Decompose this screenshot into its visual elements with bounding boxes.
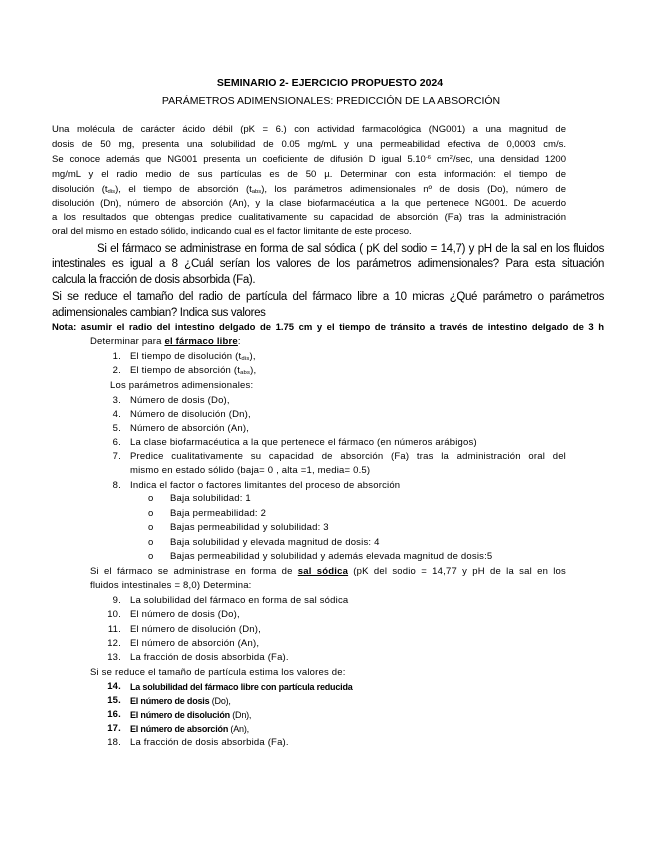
text-segment: Se conoce además que NG001 presenta un coeficiente de difusión D igual 5.10: [52, 154, 426, 165]
option-text: Bajas permeabilidad y solubilidad y además elevada magnitud de dosis:5: [170, 551, 493, 562]
params-label: [110, 380, 566, 392]
text-segment: Determinar para: [90, 336, 165, 347]
text-segment: /sec, una densidad 1200: [452, 154, 566, 165]
item-2: [130, 365, 566, 377]
option-text: Baja permeabilidad: 2: [170, 508, 267, 519]
statement-line-5: [52, 184, 566, 196]
item-12: [130, 638, 566, 650]
intro-text: fluidos intestinales = 8,0) Determina:: [90, 580, 252, 591]
text-segment: :: [237, 336, 241, 347]
item-5: [130, 423, 566, 435]
item-number: 14.: [107, 681, 121, 692]
item-text: Número de disolución (Dn),: [130, 409, 251, 420]
item-text: La fracción de dosis absorbida (Fa).: [130, 652, 289, 663]
emphasis-underlined: el fármaco libre: [164, 336, 238, 347]
option-text: Baja solubilidad: 1: [170, 493, 251, 504]
question-text: intestinales es igual a 8 ¿Cuál serían los valores de los parámetros adimensionales? Para esta situación: [52, 258, 604, 270]
free-drug-intro: [90, 336, 566, 348]
bullet-icon: o: [148, 508, 154, 519]
question-text: calcula la fracción de dosis absorbida (Fa).: [52, 274, 256, 286]
bullet-icon: o: [148, 551, 154, 562]
emphasis-underlined: sal sódica: [297, 566, 349, 577]
statement-text: [52, 154, 566, 166]
item-18: [130, 737, 566, 749]
item-text: La clase biofarmacéutica a la que pertenece el fármaco (en números arábigos): [130, 437, 477, 448]
subscript: abs: [240, 370, 251, 377]
item-9: [130, 595, 566, 607]
item-number: 3.: [112, 395, 121, 406]
salt-question-line-1: [97, 242, 604, 257]
item-text: mismo en estado sólido (baja= 0 , alta =1, media= 0.5): [130, 465, 371, 476]
item-17: [130, 723, 566, 735]
item-text: Número de absorción (An),: [130, 423, 250, 434]
item-text: El número de disolución (Dn),: [130, 624, 261, 635]
subscript: dis: [241, 356, 250, 363]
item-11: [130, 624, 566, 636]
text-segment: ),: [250, 365, 257, 376]
note-text: Nota: asumir el radio del intestino delgado de 1.75 cm y el tiempo de tránsito a través de intestino delgado de 3 h: [52, 322, 604, 333]
item-number: 8.: [112, 480, 121, 491]
limiting-factor-option: [170, 508, 566, 520]
statement-text: mg/mL y el radio medio de sus partículas es de 50 µ. Determinar con esta información: el tiempo de: [52, 169, 566, 180]
limiting-factor-option: [170, 537, 566, 549]
item-text: La solubilidad del fármaco en forma de sal sódica: [130, 595, 349, 606]
item-text: La solubilidad del fármaco libre con partícula reducida: [130, 682, 353, 692]
statement-text: disolución (Dn), número de absorción (An), y la clase biofarmacéutica a la que pertenece NG001. De acuerdo: [52, 198, 566, 209]
page-subtitle-text: PARÁMETROS ADIMENSIONALES: PREDICCIÓN DE LA ABSORCIÓN: [161, 95, 501, 107]
text-segment: El tiempo de absorción (t: [130, 365, 241, 376]
sodium-salt-intro-continued: [90, 580, 566, 592]
statement-text: [52, 184, 566, 196]
item-number: 5.: [112, 423, 121, 434]
item-7: [130, 451, 566, 463]
item-text: [130, 709, 251, 721]
item-text: [130, 365, 256, 377]
text-segment: (An),: [228, 724, 249, 734]
statement-line-2: [52, 139, 566, 151]
bullet-icon: o: [148, 522, 154, 533]
item-number: 4.: [112, 409, 121, 420]
question-text: Si el fármaco se administrase en forma de sal sódica ( pK del sodio = 14,7) y pH de la sal en los fluidos: [97, 243, 604, 255]
item-10: [130, 609, 566, 621]
statement-line-8: [52, 226, 566, 238]
item-text: Predice cualitativamente su capacidad de absorción (Fa) tras la administración oral del: [130, 451, 566, 462]
statement-line-6: [52, 198, 566, 210]
limiting-factor-option: [170, 522, 566, 534]
intro-text: [90, 566, 566, 578]
item-number: 17.: [107, 723, 121, 734]
statement-text: oral del mismo en estado sólido, indicando cual es el factor limitante de este proceso.: [52, 226, 412, 237]
text-segment: ),: [249, 351, 256, 362]
text-segment: disolución (t: [52, 184, 108, 195]
sodium-salt-intro: [90, 566, 566, 578]
text-segment: (Do),: [209, 696, 231, 706]
item-number: 9.: [112, 595, 121, 606]
particle-question-line-1: [52, 290, 604, 305]
item-7-continued: [130, 465, 566, 477]
item-number: 13.: [107, 652, 121, 663]
item-text: [130, 351, 256, 363]
item-3: [130, 395, 566, 407]
item-number: 15.: [107, 695, 121, 706]
text-segment-bold: El número de dosis: [130, 696, 210, 706]
page-subtitle: [160, 94, 502, 108]
text-segment-bold: El número de absorción: [130, 724, 229, 734]
item-number: 12.: [107, 638, 121, 649]
item-text: [130, 695, 231, 707]
page-title-text: SEMINARIO 2- EJERCICIO PROPUESTO 2024: [216, 77, 444, 89]
item-number: 10.: [107, 609, 121, 620]
item-text: La fracción de dosis absorbida (Fa).: [130, 737, 289, 748]
option-text: Bajas permeabilidad y solubilidad: 3: [170, 522, 329, 533]
item-number: 16.: [107, 709, 121, 720]
option-text: Baja solubilidad y elevada magnitud de dosis: 4: [170, 537, 380, 548]
item-number: 18.: [107, 737, 121, 748]
statement-text: Una molécula de carácter ácido débil (pK = 6.) con actividad farmacológica (NG001) a una magnitud de: [52, 124, 566, 135]
note: [52, 322, 604, 334]
item-number: 2.: [112, 365, 121, 376]
statement-line-4: [52, 169, 566, 181]
text-segment: El tiempo de disolución (t: [130, 351, 242, 362]
item-text: Indica el factor o factores limitantes del proceso de absorción: [130, 480, 401, 491]
subscript: dis: [107, 189, 116, 196]
item-6: [130, 437, 566, 449]
item-13: [130, 652, 566, 664]
question-text: adimensionales cambian? Indica sus valores: [52, 307, 266, 319]
text-segment: (pK del sodio = 14,77 y pH de la sal en los: [348, 566, 566, 577]
item-text: El número de absorción (An),: [130, 638, 260, 649]
text-segment: (Dn),: [229, 710, 252, 720]
item-14: [130, 681, 364, 693]
intro-text: Si se reduce el tamaño de partícula estima los valores de:: [90, 667, 346, 678]
text-segment-bold: El número de disolución: [130, 710, 230, 720]
item-text: [130, 723, 249, 735]
salt-question-line-2: [52, 257, 604, 272]
item-8: [130, 480, 566, 492]
text-segment: Si el fármaco se administrase en forma de: [90, 566, 298, 577]
salt-question-line-3: [52, 273, 604, 288]
item-4: [130, 409, 566, 421]
item-16: [130, 709, 566, 721]
text-segment: ), los parámetros adimensionales nº de dosis (Do), número de: [261, 184, 566, 195]
statement-line-7: [52, 212, 566, 224]
statement-line-3: [52, 154, 566, 166]
bullet-icon: o: [148, 537, 154, 548]
item-1: [130, 351, 566, 363]
reduced-particle-intro: [90, 667, 566, 679]
statement-text: dosis de 50 mg, presenta una solubilidad de 0.05 mg/mL y una permeabilidad efectiva de 0,0003 cm/s.: [52, 139, 566, 150]
question-text: Si se reduce el tamaño del radio de partícula del fármaco libre a 10 micras ¿Qué parámetro o parámetros: [52, 291, 604, 303]
item-number: 1.: [112, 351, 121, 362]
statement-line-1: [52, 124, 566, 136]
item-number: 7.: [112, 451, 121, 462]
params-label-text: Los parámetros adimensionales:: [110, 380, 254, 391]
text-segment: ), el tiempo de absorción (t: [115, 184, 252, 195]
subscript: abs: [251, 189, 262, 196]
bullet-icon: o: [148, 493, 154, 504]
page-title: [215, 76, 445, 90]
statement-text: a los resultados que obtengas predice cualitativamente su capacidad de absorción (Fa) tras la administración: [52, 212, 566, 223]
item-text: Número de dosis (Do),: [130, 395, 230, 406]
particle-question-line-2: [52, 306, 604, 321]
item-15: [130, 695, 566, 707]
item-number: 6.: [112, 437, 121, 448]
item-number: 11.: [107, 624, 121, 635]
text-segment: cm: [431, 154, 450, 165]
limiting-factor-option: [170, 551, 566, 563]
intro-text: [90, 336, 241, 348]
limiting-factor-option: [170, 493, 566, 505]
exponent: 2: [449, 155, 453, 162]
exponent: -6: [425, 155, 432, 162]
item-text: El número de dosis (Do),: [130, 609, 240, 620]
